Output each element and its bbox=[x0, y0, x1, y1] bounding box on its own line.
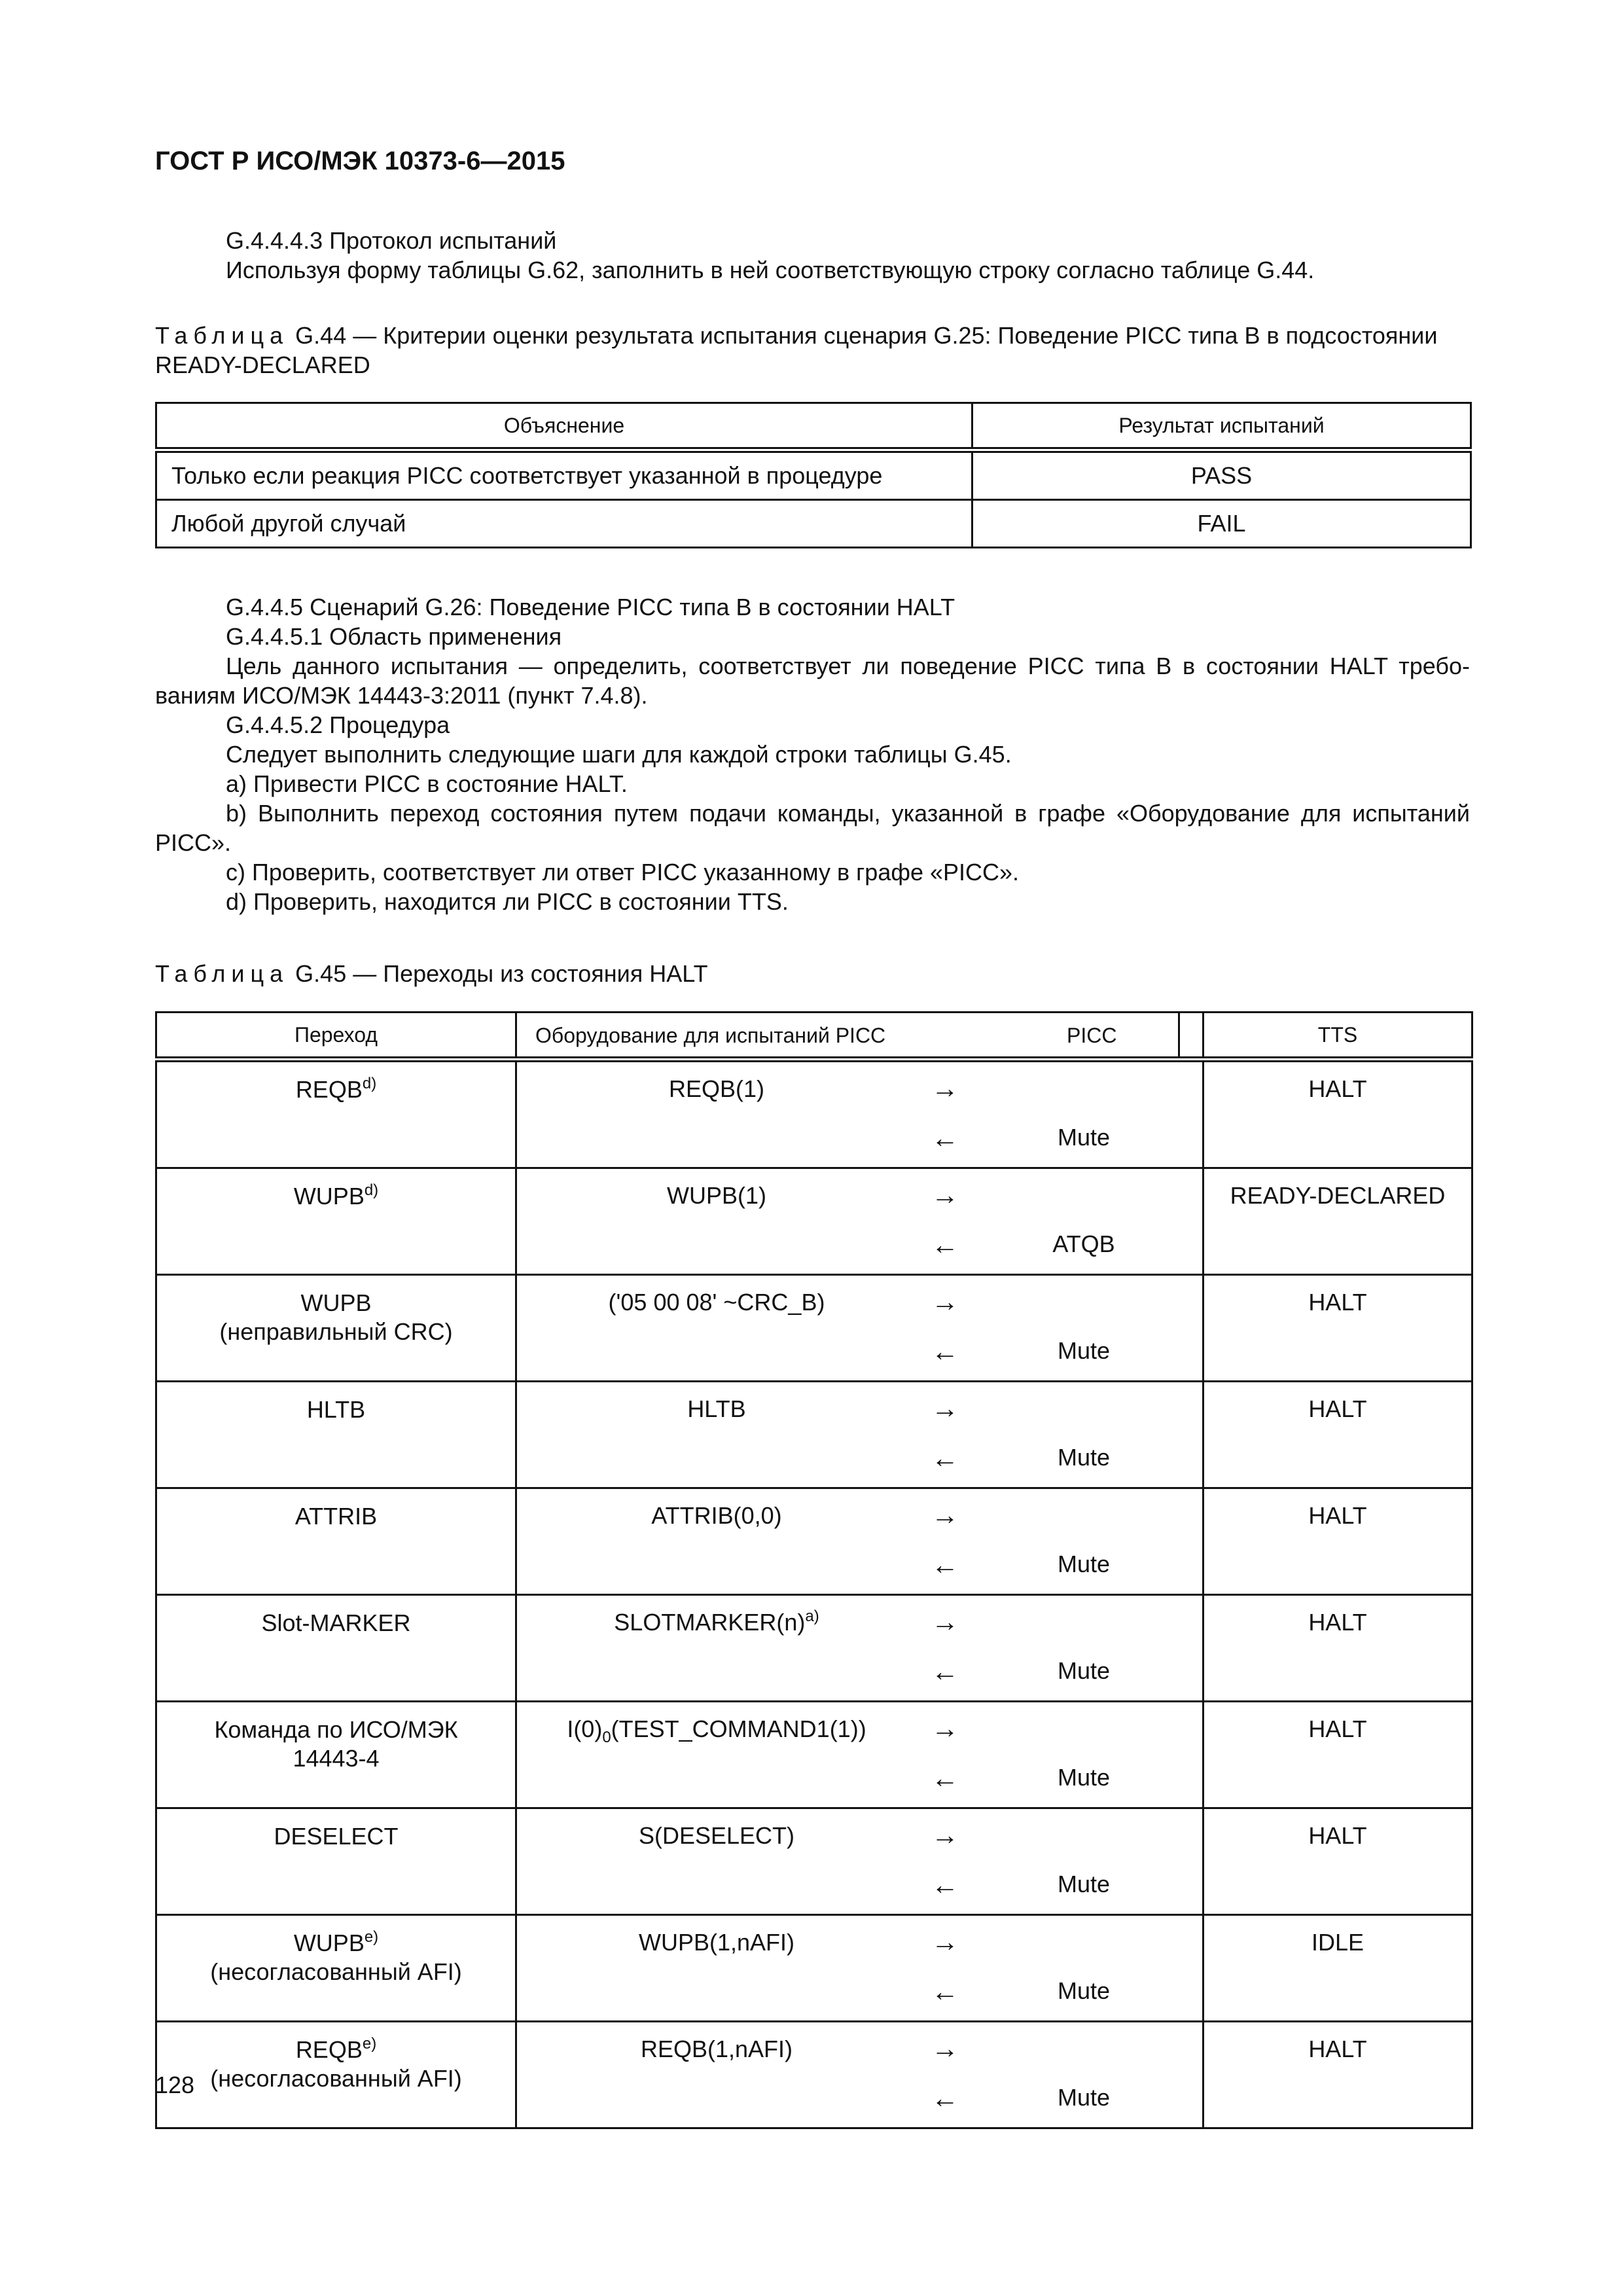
command-footnote: a) bbox=[805, 1607, 819, 1625]
column-header-result: Результат испытаний bbox=[972, 403, 1471, 450]
table-g44-caption bbox=[155, 321, 1470, 350]
result-cell: FAIL bbox=[972, 500, 1471, 548]
equipment-command bbox=[517, 1289, 916, 1316]
arrow-left-icon: ← bbox=[931, 1976, 959, 2007]
command-prefix: I(0) bbox=[567, 1715, 603, 1742]
equipment-picc-cell bbox=[516, 1060, 1204, 1168]
equipment-picc-cell bbox=[516, 1275, 1204, 1382]
arrow-left-icon: ← bbox=[931, 1656, 959, 1687]
page-number: 128 bbox=[155, 2072, 195, 2098]
table-row bbox=[156, 1060, 1472, 1168]
arrow-right-icon: → bbox=[931, 1820, 959, 1850]
equipment-picc-cell bbox=[516, 2022, 1204, 2128]
command-text: S(DESELECT) bbox=[638, 1822, 795, 1849]
transition-cell bbox=[156, 1702, 516, 1808]
arrow-left-icon: ← bbox=[931, 2083, 959, 2113]
section-heading-g4445: G.4.4.5 Сценарий G.26: Поведение PICC типа B в состоянии HALT bbox=[226, 594, 955, 620]
command-text: HLTB bbox=[687, 1395, 746, 1422]
tts-cell: HALT bbox=[1204, 1275, 1472, 1382]
command-text: WUPB(1) bbox=[667, 1182, 766, 1209]
picc-response: Mute bbox=[1057, 1551, 1111, 1577]
command-text: REQB(1) bbox=[668, 1075, 765, 1102]
scope-text-line2: ваниям ИСО/МЭК 14443-3:2011 (пункт 7.4.8). bbox=[155, 682, 648, 709]
procedure-step-b-line1: b) Выполнить переход состояния путем подачи команды, указанной в графе «Оборудование для испытаний bbox=[226, 800, 1470, 827]
equipment-command bbox=[517, 1822, 916, 1850]
table-row bbox=[156, 1382, 1472, 1488]
table-g44-caption-line2: READY-DECLARED bbox=[155, 351, 370, 378]
picc-response: Mute bbox=[1057, 1871, 1111, 1897]
command-subscript: 0 bbox=[602, 1729, 611, 1746]
table-row bbox=[156, 1702, 1472, 1808]
command-text: WUPB(1,nAFI) bbox=[638, 1929, 795, 1956]
explanation-cell: Любой другой случай bbox=[156, 500, 972, 548]
arrow-left-icon: ← bbox=[931, 1763, 959, 1793]
column-header-transition: Переход bbox=[156, 1013, 516, 1060]
table-g45-caption bbox=[155, 959, 1470, 988]
arrow-right-icon: → bbox=[931, 1393, 959, 1424]
equipment-command bbox=[517, 1502, 916, 1530]
tts-cell: HALT bbox=[1204, 1595, 1472, 1702]
table-row bbox=[156, 450, 1471, 500]
equipment-picc-cell bbox=[516, 1595, 1204, 1702]
picc-response: Mute bbox=[1057, 1337, 1111, 1364]
caption-text: G.45 — Переходы из состояния HALT bbox=[295, 960, 708, 987]
section-text-g44443: Используя форму таблицы G.62, заполнить в ней соответствующую строку согласно таблице G.44. bbox=[226, 257, 1315, 283]
section-heading-g44443: G.4.4.4.3 Протокол испытаний bbox=[226, 227, 557, 254]
caption-text-line1: G.44 — Критерии оценки результата испытания сценария G.25: Поведение PICC типа B в подсостоянии bbox=[295, 322, 1438, 349]
tts-cell: HALT bbox=[1204, 1382, 1472, 1488]
equipment-picc-cell bbox=[516, 1488, 1204, 1595]
tts-cell: HALT bbox=[1204, 1702, 1472, 1808]
transition-name: Slot-MARKER bbox=[261, 1609, 411, 1636]
transition-cell bbox=[156, 1168, 516, 1275]
column-header-equipment: Оборудование для испытаний PICC bbox=[535, 1024, 886, 1047]
transition-note: 14443-4 bbox=[293, 1745, 380, 1772]
column-header-explanation: Объяснение bbox=[156, 403, 972, 450]
picc-response: Mute bbox=[1057, 1444, 1111, 1471]
transition-name: WUPB bbox=[300, 1289, 372, 1316]
equipment-command bbox=[517, 2036, 916, 2063]
equipment-picc-cell bbox=[516, 1382, 1204, 1488]
equipment-command bbox=[517, 1182, 916, 1210]
equipment-picc-cell bbox=[516, 1915, 1204, 2022]
transition-footnote: d) bbox=[362, 1075, 377, 1092]
arrow-left-icon: ← bbox=[931, 1229, 959, 1260]
arrow-right-icon: → bbox=[931, 1926, 959, 1957]
arrow-right-icon: → bbox=[931, 1499, 959, 1530]
procedure-step-c: c) Проверить, соответствует ли ответ PICC указанному в графе «PICC». bbox=[226, 859, 1020, 886]
arrow-right-icon: → bbox=[931, 1073, 959, 1103]
equipment-command bbox=[517, 1609, 916, 1636]
table-row bbox=[156, 500, 1471, 548]
tts-cell: HALT bbox=[1204, 2022, 1472, 2128]
table-row bbox=[156, 1488, 1472, 1595]
column-header-tts: TTS bbox=[1204, 1013, 1472, 1060]
arrow-left-icon: ← bbox=[931, 1122, 959, 1153]
equipment-picc-cell bbox=[516, 1808, 1204, 1915]
command-suffix: (TEST_COMMAND1(1)) bbox=[611, 1715, 866, 1742]
table-row bbox=[156, 1275, 1472, 1382]
transition-name: ATTRIB bbox=[294, 1503, 378, 1530]
column-header-equipment-picc bbox=[516, 1013, 1204, 1060]
transition-cell bbox=[156, 1808, 516, 1915]
transition-note: (несогласованный AFI) bbox=[210, 2065, 462, 2092]
command-text: SLOTMARKER(n) bbox=[614, 1609, 806, 1636]
caption-label: Таблица bbox=[155, 322, 289, 349]
transition-cell bbox=[156, 1488, 516, 1595]
procedure-step-a: a) Привести PICC в состояние HALT. bbox=[226, 770, 628, 797]
tts-cell: HALT bbox=[1204, 1808, 1472, 1915]
equipment-command bbox=[517, 1075, 916, 1103]
transition-cell bbox=[156, 1382, 516, 1488]
arrow-right-icon: → bbox=[931, 1713, 959, 1744]
picc-response: ATQB bbox=[1052, 1230, 1115, 1257]
transition-name: DESELECT bbox=[274, 1823, 399, 1850]
command-text: ATTRIB(0,0) bbox=[651, 1502, 782, 1529]
table-row bbox=[156, 1168, 1472, 1275]
equipment-command bbox=[517, 1929, 916, 1956]
transition-name: REQB bbox=[295, 2036, 363, 2063]
table-row bbox=[156, 1915, 1472, 2022]
arrow-left-icon: ← bbox=[931, 1336, 959, 1367]
command-text: ('05 00 08' ~CRC_B) bbox=[608, 1289, 825, 1316]
table-row bbox=[156, 1808, 1472, 1915]
transition-note: (несогласованный AFI) bbox=[210, 1958, 462, 1985]
equipment-command bbox=[517, 1395, 916, 1423]
scope-text-line1: Цель данного испытания — определить, соответствует ли поведение PICC типа B в состоянии HALT требо- bbox=[226, 653, 1470, 679]
caption-label: Таблица bbox=[155, 960, 289, 987]
explanation-cell: Только если реакция PICC соответствует указанной в процедуре bbox=[156, 450, 972, 500]
transition-name: WUPB bbox=[293, 1183, 365, 1210]
procedure-step-d: d) Проверить, находится ли PICC в состоянии TTS. bbox=[226, 888, 789, 915]
picc-response: Mute bbox=[1057, 2084, 1111, 2111]
arrow-right-icon: → bbox=[931, 1286, 959, 1317]
picc-response: Mute bbox=[1057, 1657, 1111, 1684]
arrow-right-icon: → bbox=[931, 1179, 959, 1210]
transition-cell bbox=[156, 1060, 516, 1168]
arrow-right-icon: → bbox=[931, 1606, 959, 1637]
tts-cell: HALT bbox=[1204, 1488, 1472, 1595]
subsection-heading-scope: G.4.4.5.1 Область применения bbox=[226, 623, 562, 650]
table-row bbox=[156, 2022, 1472, 2128]
transition-name: WUPB bbox=[293, 1929, 365, 1956]
command-text: REQB(1,nAFI) bbox=[640, 2036, 793, 2062]
transition-footnote: e) bbox=[364, 1928, 379, 1946]
transition-name: HLTB bbox=[306, 1396, 366, 1423]
tts-cell: IDLE bbox=[1204, 1915, 1472, 2022]
arrow-left-icon: ← bbox=[931, 1549, 959, 1580]
table-g45 bbox=[155, 1011, 1473, 2129]
equipment-picc-cell bbox=[516, 1168, 1204, 1275]
arrow-left-icon: ← bbox=[931, 1869, 959, 1900]
column-header-picc: PICC bbox=[1067, 1024, 1117, 1047]
subsection-heading-procedure: G.4.4.5.2 Процедура bbox=[226, 711, 450, 738]
transition-note: (неправильный CRC) bbox=[219, 1318, 453, 1345]
procedure-step-b-line2: PICC». bbox=[155, 829, 232, 856]
picc-response: Mute bbox=[1057, 1124, 1111, 1151]
equipment-picc-cell bbox=[516, 1702, 1204, 1808]
table-g44 bbox=[155, 402, 1472, 548]
transition-cell bbox=[156, 1595, 516, 1702]
transition-cell bbox=[156, 1275, 516, 1382]
table-row bbox=[156, 1595, 1472, 1702]
arrow-left-icon: ← bbox=[931, 1443, 959, 1473]
transition-cell bbox=[156, 2022, 516, 2128]
equipment-command bbox=[517, 1715, 916, 1746]
transition-cell bbox=[156, 1915, 516, 2022]
procedure-intro: Следует выполнить следующие шаги для каждой строки таблицы G.45. bbox=[226, 741, 1012, 768]
picc-response: Mute bbox=[1057, 1977, 1111, 2004]
arrow-right-icon: → bbox=[931, 2033, 959, 2064]
tts-cell: HALT bbox=[1204, 1060, 1472, 1168]
tts-cell: READY-DECLARED bbox=[1204, 1168, 1472, 1275]
picc-response: Mute bbox=[1057, 1764, 1111, 1791]
transition-footnote: e) bbox=[362, 2035, 377, 2053]
transition-name: Команда по ИСО/МЭК bbox=[214, 1716, 458, 1743]
document-header: ГОСТ Р ИСО/МЭК 10373-6—2015 bbox=[155, 147, 565, 175]
transition-name: REQB bbox=[295, 1076, 363, 1103]
result-cell: PASS bbox=[972, 450, 1471, 500]
transition-footnote: d) bbox=[364, 1181, 379, 1199]
